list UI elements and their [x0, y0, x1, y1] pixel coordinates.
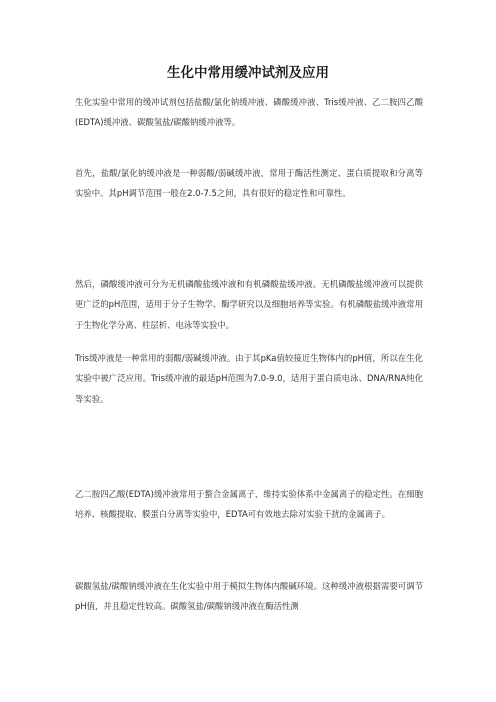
page-title: 生化中常用缓冲试剂及应用: [167, 65, 329, 81]
paragraph-bicarbonate-buffer: 碳酸氢盐/碳酸钠缓冲液在生化实验中用于模拟生物体内酸碱环境。这种缓冲液根据需要可调节pH值，并且稳定性较高。碳酸氢盐/碳酸钠缓冲液在酶活性测: [75, 581, 423, 612]
paragraph-tris-buffer: Tris缓冲液是一种常用的弱酸/弱碱缓冲液。由于其pKa值较接近生物体内的pH值，所以在生化实验中被广泛应用。Tris缓冲液的最适pH范围为7.0-9.0，适用于蛋白质电泳、DNA/RNA纯化等实验。: [75, 353, 423, 404]
paragraph-edta-buffer: 乙二胺四乙酸(EDTA)缓冲液常用于螯合金属离子，维持实验体系中金属离子的稳定性。在细胞培养、核酸提取、膜蛋白分离等实验中，EDTA可有效地去除对实验干扰的金属离子。: [75, 489, 423, 520]
paragraph-phosphate-buffer: 然后，磷酸缓冲液可分为无机磷酸盐缓冲液和有机磷酸盐缓冲液。无机磷酸盐缓冲液可以提供更广泛的pH范围，适用于分子生物学、酶学研究以及细胞培养等实验。有机磷酸盐缓冲液常用于生物化学分离、柱层析、电泳等实验中。: [75, 279, 423, 330]
paragraph-hcl-nacl-buffer: 首先，盐酸/氯化钠缓冲液是一种弱酸/弱碱缓冲液，常用于酶活性测定、蛋白质提取和分离等实验中。其pH调节范围一般在2.0-7.5之间，具有很好的稳定性和可靠性。: [75, 168, 423, 199]
paragraph-intro: 生化实验中常用的缓冲试剂包括盐酸/氯化钠缓冲液、磷酸缓冲液、Tris缓冲液、乙二胺四乙酸(EDTA)缓冲液、碳酸氢盐/碳酸钠缓冲液等。: [75, 97, 423, 128]
